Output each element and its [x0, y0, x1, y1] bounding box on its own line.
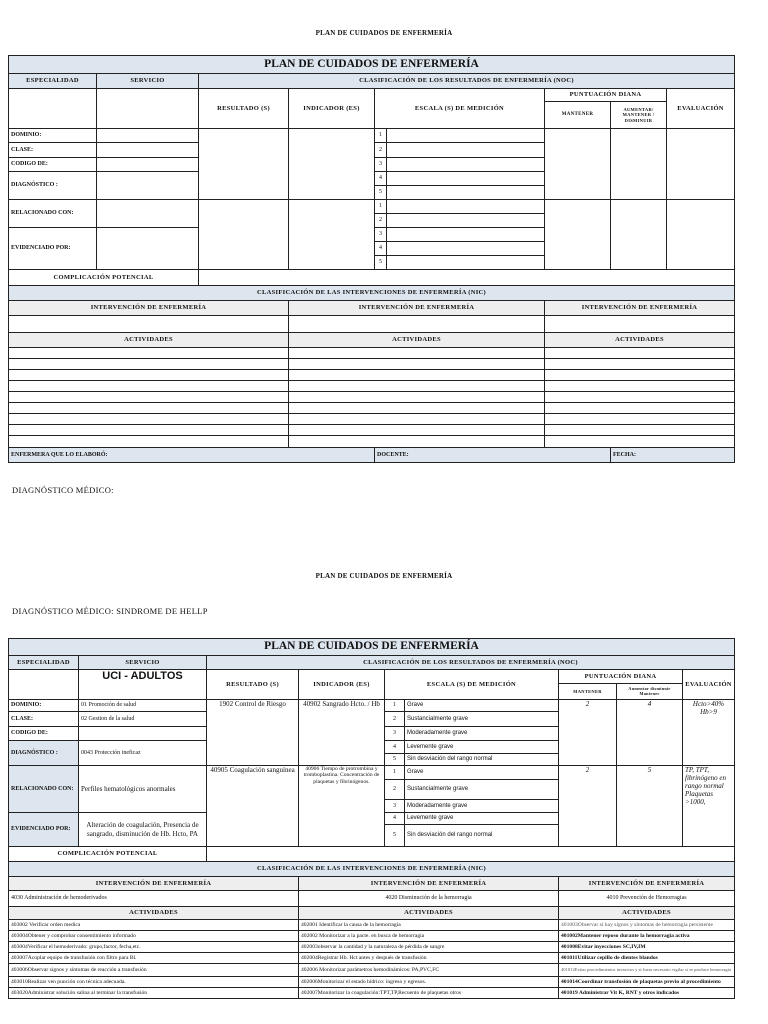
evaluacion-cell-2[interactable] [667, 200, 735, 270]
actividad-cell[interactable] [9, 370, 289, 381]
actividad-cell[interactable] [289, 403, 545, 414]
scale-cell[interactable] [387, 186, 545, 200]
relacionado-label: RELACIONADO CON: [9, 200, 97, 228]
actividades-header: ACTIVIDADES [9, 333, 289, 348]
servicio-label: SERVICIO [79, 656, 207, 670]
puntuacion-header: PUNTUACIÓN DIANA [545, 89, 667, 102]
actividad-cell[interactable]: 403004Verificar el hemoderivado: grupo,factor, fecha,etc. [9, 942, 299, 953]
scale-number: 1 [385, 700, 405, 712]
especialidad-value[interactable] [9, 89, 97, 129]
scale-number: 2 [385, 712, 405, 727]
intervencion-cell[interactable] [289, 316, 545, 333]
care-plan-form-blank [8, 55, 735, 463]
intervencion-cell[interactable] [545, 316, 735, 333]
mantener-header: MANTENER [545, 102, 611, 129]
scale-value: Sin desviación del rango normal [405, 754, 559, 766]
scale-number: 2 [385, 780, 405, 800]
actividad-cell[interactable]: 402002 Monitorizar a la pacte. en busca de hemorragia [299, 931, 559, 942]
intervencion-header: INTERVENCIÓN DE ENFERMERÍA [299, 877, 559, 891]
noc-title: CLASIFICACIÓN DE LOS RESULTADOS DE ENFERMERÍA (NOC) [199, 74, 735, 89]
actividad-cell[interactable]: 402007Monitorizar la coagulación:TPT,TP,Recuento de plaquetas otros [299, 988, 559, 999]
scale-cell[interactable] [387, 143, 545, 158]
scale-number: 5 [385, 825, 405, 847]
indicador-cell-2[interactable] [289, 200, 375, 270]
resultado-cell-2[interactable]: 40905 Coagulación sanguínea [207, 766, 299, 847]
codigo-label: CODIGO DE: [9, 158, 97, 172]
complicacion-label: COMPLICACIÓN POTENCIAL [9, 270, 199, 286]
care-plan-form-filled [8, 638, 735, 999]
scale-value: Levemente grave [405, 741, 559, 754]
complicacion-label: COMPLICACIÓN POTENCIAL [9, 847, 207, 862]
indicador-cell-2[interactable]: 40906 Tiempo de protrombina y tromboplastina. Concentración de plaquetas y fibrinógenos. [299, 766, 385, 847]
actividad-cell[interactable]: 402001 Identificar la causa de la hemorragia [299, 920, 559, 931]
aumentar-cell-2[interactable]: 5 [617, 766, 683, 847]
aumentar-header: AUMENTAR/ MANTENER / DISMINUIR [611, 102, 667, 129]
resultado-header: RESULTADO (S) [199, 89, 289, 129]
diagnostico-label: DIAGNÓSTICO : [9, 741, 79, 766]
relacionado-value[interactable]: Perfiles hematológicos anormales [79, 766, 207, 813]
actividad-cell[interactable] [545, 348, 735, 359]
codigo-value[interactable] [79, 727, 207, 741]
intervencion-cell[interactable]: 4010 Prevención de Hemorragias [559, 891, 735, 907]
actividad-cell[interactable]: 403007Acoplar equipo de transfusión con filtro para Bl. [9, 953, 299, 964]
actividades-header: ACTIVIDADES [9, 907, 299, 920]
actividad-cell[interactable]: 403020Administrar solución salina al terminar la transfusión [9, 988, 299, 999]
fecha-label: FECHA: [611, 448, 735, 463]
indicador-header: INDICADOR (ES) [289, 89, 375, 129]
actividad-cell[interactable]: 403006Observar signos y síntomas de reacción a transfusión [9, 964, 299, 977]
intervencion-header: INTERVENCIÓN DE ENFERMERÍA [9, 877, 299, 891]
diagnostico-value[interactable]: 0043 Protección ineficaz [79, 741, 207, 766]
actividad-cell[interactable] [289, 436, 545, 448]
indicador-cell-1[interactable]: 40902 Sangrado Hcto. / Hb [299, 700, 385, 766]
servicio-value[interactable]: UCI - ADULTOS [79, 670, 207, 700]
actividad-cell[interactable]: 401019 Administrar Vit K, RNT y otros indicados [559, 988, 735, 999]
scale-number: 5 [375, 186, 387, 200]
header-title: PLAN DE CUIDADOS DE ENFERMERÍA [315, 29, 453, 37]
resultado-cell-1[interactable] [199, 129, 289, 200]
scale-value: Sustancialmente grave [405, 780, 559, 800]
scale-number: 4 [385, 813, 405, 825]
mantener-cell-1[interactable]: 2 [559, 700, 617, 766]
actividad-cell[interactable] [9, 359, 289, 370]
nic-title: CLASIFICACIÓN DE LAS INTERVENCIONES DE ENFERMERÍA (NIC) [9, 286, 735, 301]
scale-cell[interactable] [387, 256, 545, 270]
evaluacion-header: EVALUACIÓN [667, 89, 735, 129]
scale-cell[interactable] [387, 228, 545, 242]
evaluacion-cell-1[interactable]: Hcto>40% Hb>9 [683, 700, 735, 766]
intervencion-header: INTERVENCIÓN DE ENFERMERÍA [559, 877, 735, 891]
header-title-2: PLAN DE CUIDADOS DE ENFERMERÍA [315, 572, 453, 580]
enfermera-label: ENFERMERA QUE LO ELABORÓ: [9, 448, 375, 463]
intervencion-header: INTERVENCIÓN DE ENFERMERÍA [289, 301, 545, 316]
codigo-label: CODIGO DE: [9, 727, 79, 741]
aumentar-cell-1[interactable]: 4 [617, 700, 683, 766]
noc-title: CLASIFICACIÓN DE LOS RESULTADOS DE ENFERMERÍA (NOC) [207, 656, 735, 670]
actividad-cell[interactable]: 402006 Monitorizar parámetros hemodinámicos: PA,PVC,FC [299, 964, 559, 977]
clase-label: CLASE: [9, 712, 79, 727]
scale-cell[interactable] [387, 242, 545, 256]
actividad-cell[interactable]: 403004Obtener y comprobar consentimiento informado [9, 931, 299, 942]
especialidad-value[interactable] [9, 670, 79, 700]
diagnostico-value[interactable] [97, 172, 199, 200]
mantener-cell-2[interactable]: 2 [559, 766, 617, 847]
scale-number: 4 [375, 242, 387, 256]
actividad-cell[interactable] [9, 403, 289, 414]
actividad-cell[interactable]: 402003observar la cantidad y la naturaleza de pérdida de sangre [299, 942, 559, 953]
mantener-cell-1[interactable] [545, 129, 611, 200]
scale-cell[interactable] [387, 158, 545, 172]
codigo-value[interactable] [97, 158, 199, 172]
docente-label: DOCENTE: [375, 448, 611, 463]
actividad-cell[interactable] [545, 403, 735, 414]
escala-header: ESCALA (S) DE MEDICIÓN [375, 89, 545, 129]
mantener-cell-2[interactable] [545, 200, 611, 270]
dominio-label: DOMINIO: [9, 700, 79, 712]
scale-number: 4 [385, 741, 405, 754]
actividad-cell[interactable] [289, 414, 545, 425]
actividad-cell[interactable] [9, 414, 289, 425]
actividades-header: ACTIVIDADES [559, 907, 735, 920]
indicador-header: INDICADOR (ES) [299, 670, 385, 700]
relacionado-label: RELACIONADO CON: [9, 766, 79, 813]
actividad-cell[interactable]: 403002 Verificar orden medica [9, 920, 299, 931]
actividades-header: ACTIVIDADES [289, 333, 545, 348]
actividad-cell[interactable] [545, 414, 735, 425]
actividad-cell[interactable]: 401003Observar si hay signos y síntomas de hemorragia persistente [559, 920, 735, 931]
actividad-cell[interactable] [289, 392, 545, 403]
scale-number: 3 [375, 158, 387, 172]
evaluacion-header: EVALUACIÓN [683, 670, 735, 700]
scale-number: 2 [375, 143, 387, 158]
scale-value: Levemente grave [405, 813, 559, 825]
servicio-value[interactable] [97, 89, 199, 129]
actividad-cell[interactable]: 401014Coordinar transfusión de plaquetas previo al procedimiento [559, 977, 735, 988]
actividad-cell[interactable] [9, 392, 289, 403]
scale-number: 1 [385, 766, 405, 780]
intervencion-header: INTERVENCIÓN DE ENFERMERÍA [9, 301, 289, 316]
scale-number: 1 [375, 129, 387, 143]
actividad-cell[interactable] [545, 425, 735, 436]
evidenciado-label: EVIDENCIADO POR: [9, 228, 97, 270]
dominio-value[interactable] [97, 129, 199, 143]
diagnostico-medico-1: DIAGNÓSTICO MÉDICO: [12, 485, 114, 495]
actividad-cell[interactable]: 403010Realizar ven punción con técnica adecuada. [9, 977, 299, 988]
scale-number: 2 [375, 214, 387, 228]
scale-value: Sustancialmente grave [405, 712, 559, 727]
actividad-cell[interactable] [545, 381, 735, 392]
especialidad-label: ESPECIALIDAD [9, 74, 97, 89]
mantener-header: MANTENER [559, 684, 617, 700]
indicador-cell-1[interactable] [289, 129, 375, 200]
actividad-cell[interactable]: 401002Mantener reposo durante la hemorragia activa [559, 931, 735, 942]
evidenciado-value[interactable] [97, 228, 199, 270]
clase-value[interactable]: 02 Gestion de la salud [79, 712, 207, 727]
aumentar-cell-1[interactable] [611, 129, 667, 200]
scale-number: 5 [385, 754, 405, 766]
actividades-header: ACTIVIDADES [545, 333, 735, 348]
intervencion-cell[interactable] [9, 316, 289, 333]
diagnostico-medico-2: DIAGNÓSTICO MÉDICO: SINDROME DE HELLP [12, 606, 208, 616]
scale-cell[interactable] [387, 172, 545, 186]
clase-value[interactable] [97, 143, 199, 158]
actividad-cell[interactable]: 401011Utilizar cepillo de dientes blandos [559, 953, 735, 964]
scale-value: Moderadamente grave [405, 800, 559, 813]
actividad-cell[interactable] [289, 381, 545, 392]
actividad-cell[interactable] [545, 436, 735, 448]
resultado-cell-1[interactable]: 1902 Control de Riesgo [207, 700, 299, 766]
scale-number: 3 [375, 228, 387, 242]
evidenciado-value[interactable]: Alteración de coagulación, Presencia de sangrado, disminución de Hb. Hcto, PA [79, 813, 207, 847]
evaluacion-cell-1[interactable] [667, 129, 735, 200]
actividades-header: ACTIVIDADES [299, 907, 559, 920]
actividad-cell[interactable] [545, 392, 735, 403]
actividad-cell[interactable] [289, 359, 545, 370]
actividad-cell[interactable] [9, 348, 289, 359]
complicacion-value[interactable] [199, 270, 735, 286]
plan-title-2: PLAN DE CUIDADOS DE ENFERMERÍA [9, 639, 735, 656]
scale-cell[interactable] [387, 129, 545, 143]
actividad-cell[interactable]: 401008Evitar inyecciones SC,IV,IM [559, 942, 735, 953]
actividad-cell[interactable]: 402006Monitorizar el estado hídrico: ingreso y egresos. [299, 977, 559, 988]
scale-number: 3 [385, 727, 405, 741]
clase-label: CLASE: [9, 143, 97, 158]
scale-value: Moderadamente grave [405, 727, 559, 741]
dominio-label: DOMINIO: [9, 129, 97, 143]
puntuacion-header: PUNTUACIÓN DIANA [559, 670, 683, 684]
actividad-cell[interactable]: 402004Registrar Hb. Hct antes y después de transfusión [299, 953, 559, 964]
scale-value: Sin desviación del rango normal [405, 825, 559, 847]
servicio-label: SERVICIO [97, 74, 199, 89]
relacionado-value[interactable] [97, 200, 199, 228]
scale-cell[interactable] [387, 214, 545, 228]
scale-number: 4 [375, 172, 387, 186]
scale-number: 3 [385, 800, 405, 813]
escala-header: ESCALA (S) DE MEDICIÓN [385, 670, 559, 700]
aumentar-header: Aumentar disminuir Mantener [617, 684, 683, 700]
complicacion-value[interactable] [207, 847, 735, 862]
resultado-cell-2[interactable] [199, 200, 289, 270]
evaluacion-cell-2[interactable]: TP, TPT, fibrinógeno en rango normal Plaquetas >1000, [683, 766, 735, 847]
intervencion-cell[interactable]: 4030 Administración de hemoderivados [9, 891, 299, 907]
actividad-cell[interactable] [545, 370, 735, 381]
actividad-cell[interactable] [289, 348, 545, 359]
scale-value: Grave [405, 766, 559, 780]
actividad-cell[interactable] [9, 381, 289, 392]
aumentar-cell-2[interactable] [611, 200, 667, 270]
plan-title: PLAN DE CUIDADOS DE ENFERMERÍA [9, 56, 735, 74]
diagnostico-label: DIAGNÓSTICO : [9, 172, 97, 200]
especialidad-label: ESPECIALIDAD [9, 656, 79, 670]
intervencion-header: INTERVENCIÓN DE ENFERMERÍA [545, 301, 735, 316]
actividad-cell[interactable] [545, 359, 735, 370]
scale-number: 5 [375, 256, 387, 270]
nic-title: CLASIFICACIÓN DE LAS INTERVENCIONES DE ENFERMERÍA (NIC) [9, 862, 735, 877]
intervencion-cell[interactable]: 4020 Disminución de la hemorragia [299, 891, 559, 907]
actividad-cell[interactable]: 401012Evitar procedimientos invasivos y si fuera necesario vigilar si se produce hemorragia [559, 964, 735, 977]
scale-value: Grave [405, 700, 559, 712]
actividad-cell[interactable] [289, 425, 545, 436]
evidenciado-label: EVIDENCIADO POR: [9, 813, 79, 847]
actividad-cell[interactable] [289, 370, 545, 381]
actividad-cell[interactable] [9, 436, 289, 448]
scale-number: 1 [375, 200, 387, 214]
actividad-cell[interactable] [9, 425, 289, 436]
scale-cell[interactable] [387, 200, 545, 214]
dominio-value[interactable]: 01 Promoción de salud [79, 700, 207, 712]
resultado-header: RESULTADO (S) [207, 670, 299, 700]
